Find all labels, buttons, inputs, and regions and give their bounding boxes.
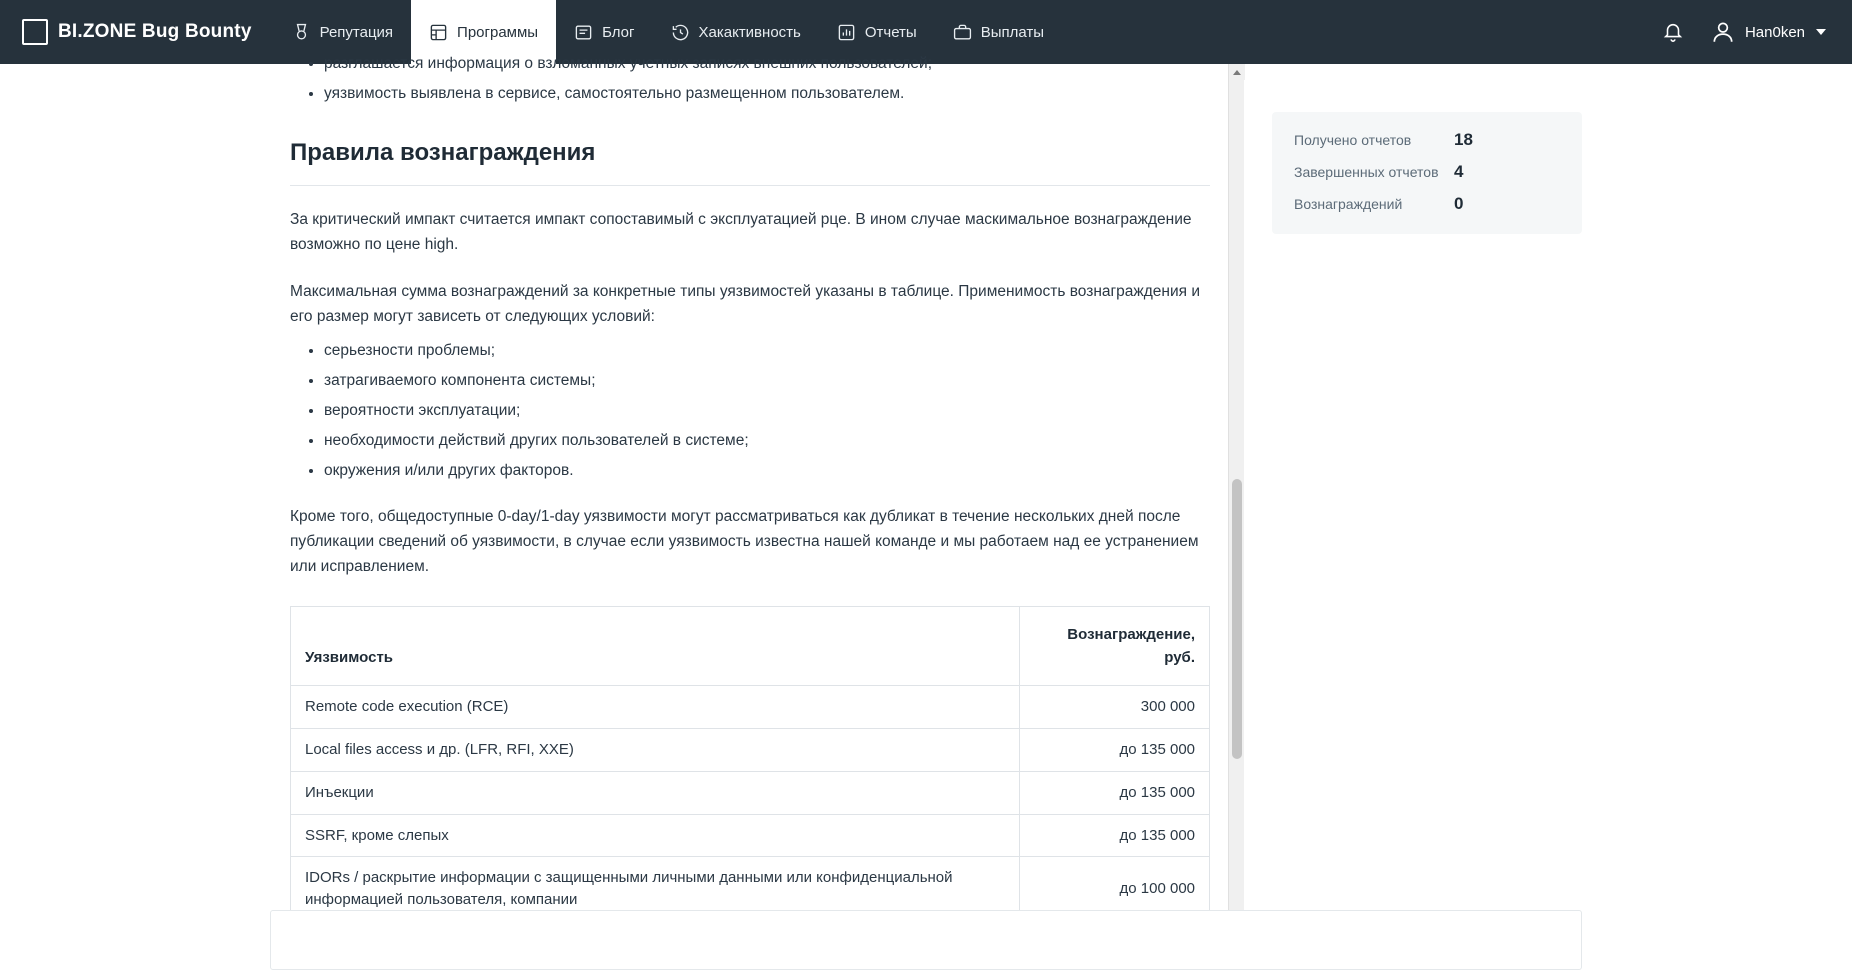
table-row	[291, 686, 1210, 729]
list-item: • разглашается информация о взломанных учетных записях внешних пользователей;	[324, 52, 1210, 76]
header-right	[1662, 19, 1826, 45]
cell-reward: 300 000	[1020, 686, 1210, 729]
cell-reward: до 135 000	[1020, 771, 1210, 814]
list-item: • уязвимость выявлена в сервисе, самостоятельно размещенном пользователем.	[324, 82, 1210, 106]
cell-reward: до 135 000	[1020, 814, 1210, 857]
cell-vulnerability: IDORs / раскрытие информации с защищенными личными данными или конфиденциальной информацией пользователя, компании	[291, 857, 1020, 922]
page-title: Правила вознаграждения	[290, 134, 1210, 186]
nav-label-reports: Отчеты	[864, 23, 917, 41]
bell-icon[interactable]	[1662, 21, 1684, 43]
column-header-reward: Вознаграждение, руб.	[1020, 606, 1210, 686]
list-item: • вероятности эксплуатации;	[324, 399, 1210, 423]
stat-label: Получено отчетов	[1294, 132, 1412, 148]
programs-grid-icon	[429, 23, 448, 42]
scroll-up-button[interactable]	[1229, 64, 1245, 80]
cell-reward: до 135 000	[1020, 729, 1210, 772]
chevron-up-icon	[1233, 70, 1241, 75]
program-content	[290, 42, 1210, 965]
nav-label-hackactivity: Хакактивность	[698, 23, 801, 41]
stat-value: 0	[1454, 194, 1464, 213]
stat-reports-completed	[1294, 162, 1560, 182]
reports-chart-icon	[837, 23, 856, 42]
paragraph-max-rewards: Максимальная сумма вознаграждений за конкретные типы уязвимостей указаны в таблице. Применимость вознаграждения и его размер могут зависеть от следующих условий:	[290, 282, 1200, 325]
nav-label-reputation: Репутация	[319, 23, 394, 41]
cell-reward: до 100 000	[1020, 857, 1210, 922]
column-header-vulnerability: Уязвимость	[291, 606, 1020, 686]
user-avatar-icon	[1710, 19, 1736, 45]
cell-vulnerability: Remote code execution (RCE)	[291, 686, 1020, 729]
list-item: • окружения и/или других факторов.	[324, 459, 1210, 483]
page-body	[0, 55, 1852, 936]
table-header-row	[291, 606, 1210, 686]
program-stats-card	[1272, 112, 1582, 234]
stat-value: 18	[1454, 130, 1473, 149]
payouts-briefcase-icon	[953, 23, 972, 42]
list-item: • серьезности проблемы;	[324, 339, 1210, 363]
nav-label-programs: Программы	[457, 23, 539, 41]
stat-reports-received	[1294, 130, 1560, 150]
conditions-list	[290, 339, 1210, 483]
table-row	[291, 814, 1210, 857]
cell-vulnerability: SSRF, кроме слепых	[291, 814, 1020, 857]
nav-label-payouts: Выплаты	[980, 23, 1045, 41]
top-list	[290, 52, 1210, 106]
paragraph-zero-day: Кроме того, общедоступные 0-day/1-day уязвимости могут рассматриваться как дубликат в течение нескольких дней после публикации сведений об уязвимости, в случае если уязвимость известна нашей команде и мы работаем над ее устранением или исправлением.	[290, 508, 1199, 576]
bottom-panel	[270, 910, 1582, 970]
nav-label-blog: Блог	[602, 23, 635, 41]
table-row	[291, 729, 1210, 772]
table-row	[291, 771, 1210, 814]
content-scrollbar[interactable]	[1228, 64, 1244, 936]
cell-vulnerability: Local files access и др. (LFR, RFI, XXE)	[291, 729, 1020, 772]
activity-clock-icon	[671, 23, 690, 42]
stat-label: Вознаграждений	[1294, 196, 1403, 212]
medal-icon	[292, 23, 311, 42]
program-content-scroll-area[interactable]	[270, 55, 1235, 936]
stat-rewards	[1294, 194, 1560, 214]
stat-value: 4	[1454, 162, 1464, 181]
stat-label: Завершенных отчетов	[1294, 164, 1439, 180]
list-item: • необходимости действий других пользователей в системе;	[324, 429, 1210, 453]
user-name: Han0ken	[1744, 23, 1805, 41]
scrollbar-thumb[interactable]	[1232, 479, 1242, 759]
brand-title: BI.ZONE Bug Bounty	[58, 21, 252, 42]
cell-vulnerability: Инъекции	[291, 771, 1020, 814]
user-menu[interactable]	[1710, 19, 1826, 45]
blog-icon	[574, 23, 593, 42]
chevron-down-icon	[1816, 29, 1826, 35]
list-item: • затрагиваемого компонента системы;	[324, 369, 1210, 393]
brand[interactable]	[22, 19, 252, 45]
bizone-logo-icon	[22, 19, 48, 45]
paragraph-critical-impact: За критический импакт считается импакт сопоставимый с эксплуатацией рце. В ином случае маскимальное вознаграждение возможно по цене high.	[290, 211, 1192, 254]
